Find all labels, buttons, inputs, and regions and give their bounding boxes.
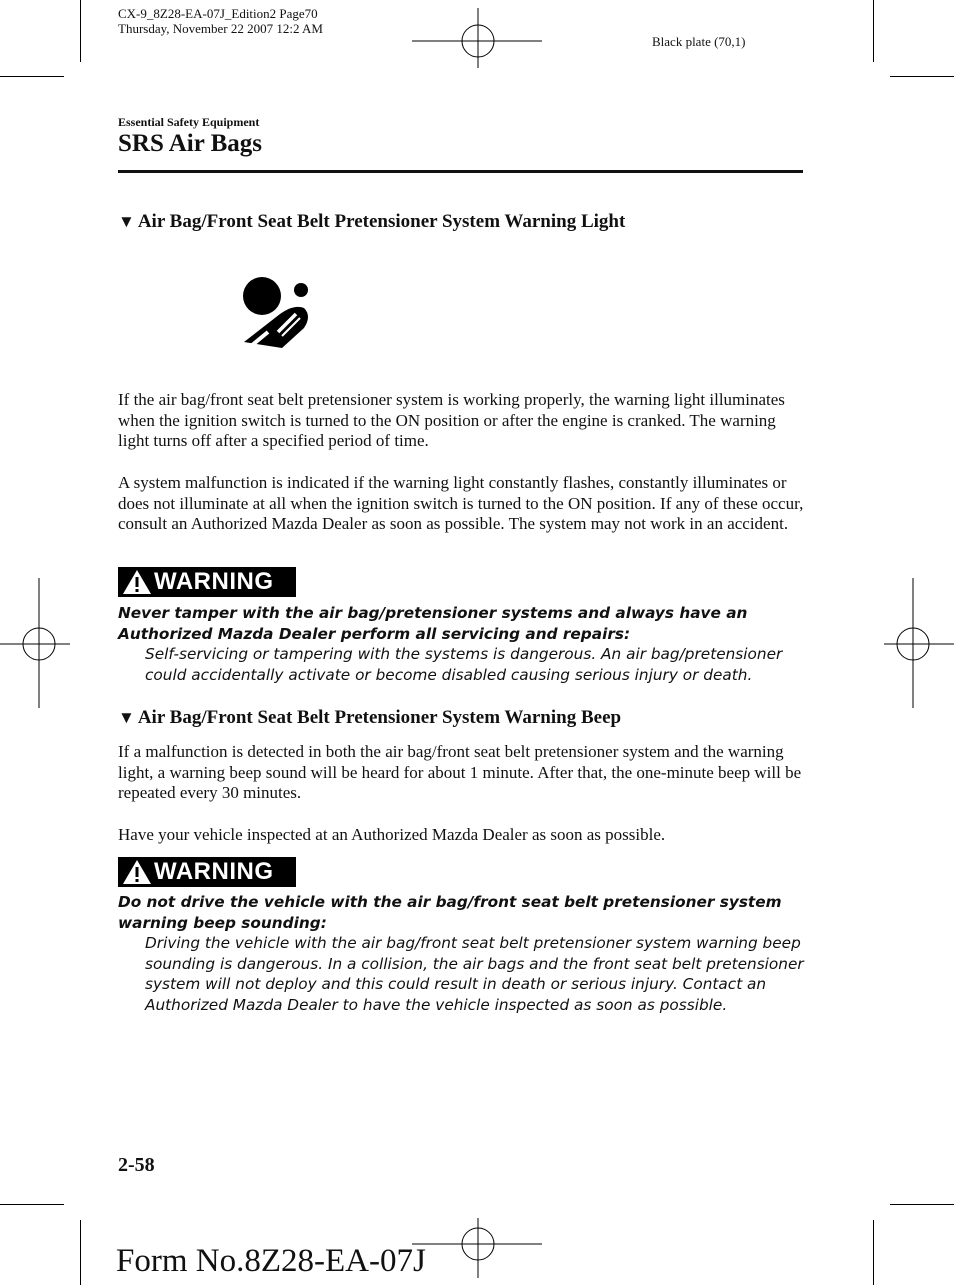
paragraph: A system malfunction is indicated if the warning light constantly flashes, constantly illuminates or does not illuminate at all when the ignition switch is turned to the ON position. If any of these occur, consult an Authorized Mazda Dealer as soon as possible. The system may not work in an accident. bbox=[118, 473, 804, 534]
paragraph: If a malfunction is detected in both the air bag/front seat belt pretensioner system and the warning light, a warning beep sound will be heard for about 1 minute. After that, the one-minute beep will be repeated every 30 minutes. bbox=[118, 742, 802, 803]
warning-lead: Do not drive the vehicle with the air bag/front seat belt pretensioner system warning beep sounding: bbox=[118, 893, 782, 932]
section-heading-warning-beep bbox=[118, 707, 621, 729]
warning-label: WARNING bbox=[154, 568, 274, 595]
section-heading-warning-light bbox=[118, 211, 625, 233]
section-label: Essential Safety Equipment bbox=[118, 115, 260, 129]
registration-mark-bottom bbox=[412, 1218, 542, 1278]
warning-body: Driving the vehicle with the air bag/front seat belt pretensioner system warning beep sounding is dangerous. In a collision, the air bags and the front seat belt pretensioner system will not deploy and this could result in death or serious injury. Contact an Authorized Mazda Dealer to have the vehicle inspected as soon as possible. bbox=[145, 934, 804, 1015]
warning-triangle-icon bbox=[122, 859, 152, 885]
print-date-line: Thursday, November 22 2007 12:2 AM bbox=[118, 21, 323, 36]
section-marker: ▼ bbox=[118, 708, 135, 727]
warning-lead: Never tamper with the air bag/pretensioner systems and always have an Authorized Mazda Dealer perform all servicing and repairs: bbox=[118, 604, 748, 643]
section-heading-text: Air Bag/Front Seat Belt Pretensioner System Warning Light bbox=[137, 211, 626, 232]
form-number: Form No.8Z28-EA-07J bbox=[116, 1243, 426, 1279]
title-rule bbox=[118, 170, 803, 173]
section-marker: ▼ bbox=[118, 212, 135, 231]
section-heading-text: Air Bag/Front Seat Belt Pretensioner System Warning Beep bbox=[137, 707, 622, 728]
plate-label: Black plate (70,1) bbox=[652, 34, 746, 49]
warning-badge bbox=[118, 567, 296, 597]
warning-body: Self-servicing or tampering with the systems is dangerous. An air bag/pretensioner could accidentally activate or become disabled causing serious injury or death. bbox=[145, 645, 783, 684]
warning-label: WARNING bbox=[154, 858, 274, 885]
airbag-warning-icon bbox=[238, 272, 318, 352]
registration-mark-left bbox=[0, 578, 80, 708]
paragraph: Have your vehicle inspected at an Authorized Mazda Dealer as soon as possible. bbox=[118, 825, 666, 844]
page-number: 2-58 bbox=[118, 1154, 155, 1176]
registration-mark-right bbox=[874, 578, 954, 708]
warning-badge bbox=[118, 857, 296, 887]
paragraph: If the air bag/front seat belt pretensioner system is working properly, the warning light illuminates when the ignition switch is turned to the ON position or after the engine is cranked. The warning light turns off after a specified period of time. bbox=[118, 390, 785, 451]
print-file-line: CX-9_8Z28-EA-07J_Edition2 Page70 bbox=[118, 6, 318, 21]
page-title: SRS Air Bags bbox=[118, 130, 263, 157]
warning-triangle-icon bbox=[122, 569, 152, 595]
registration-mark-top bbox=[412, 8, 542, 68]
